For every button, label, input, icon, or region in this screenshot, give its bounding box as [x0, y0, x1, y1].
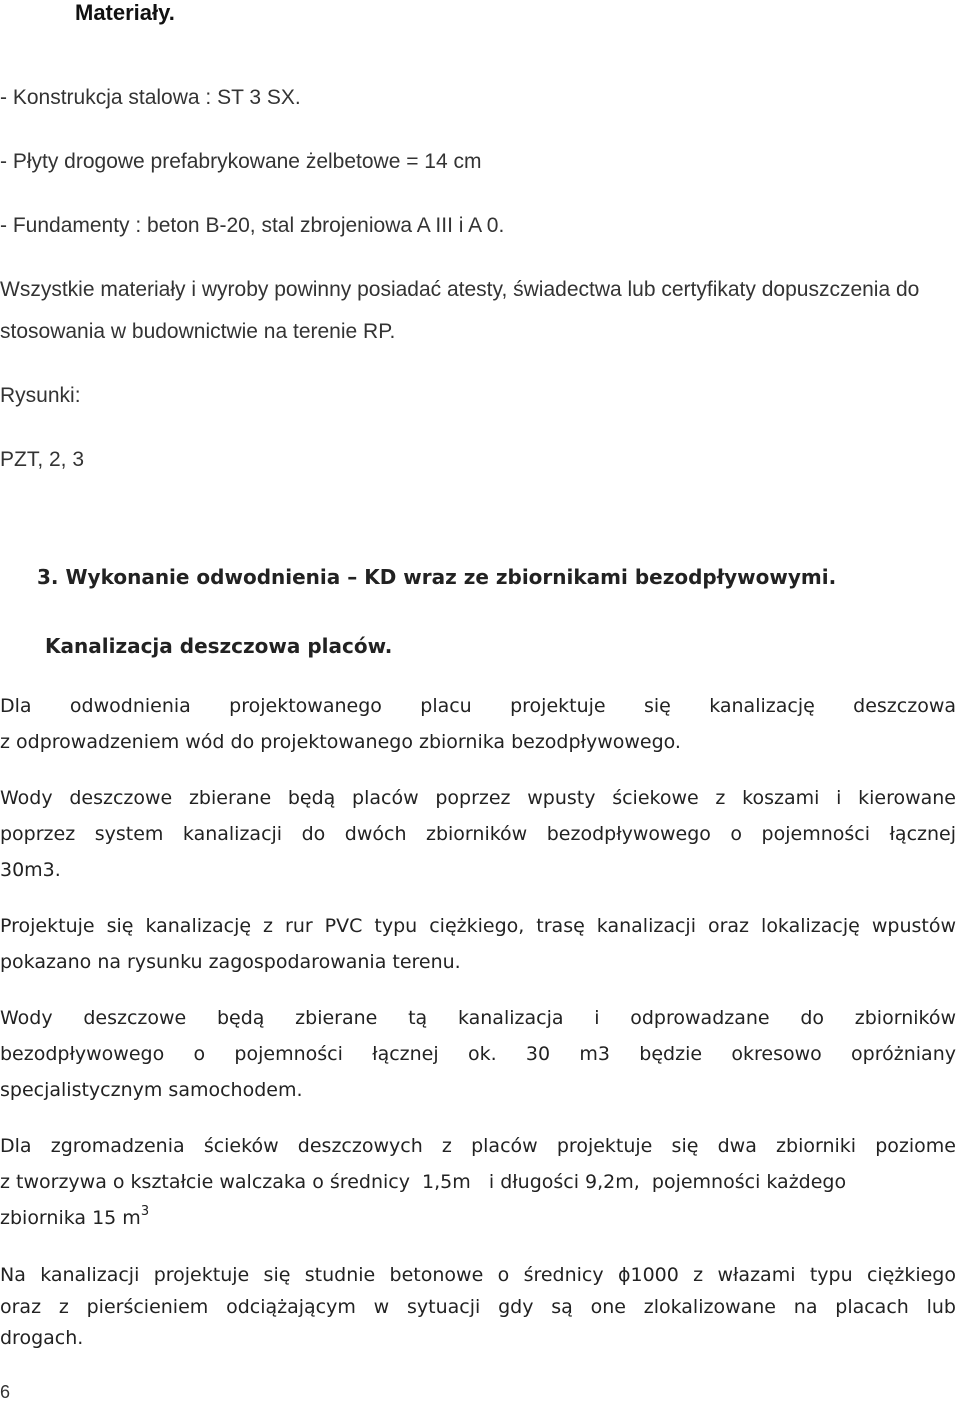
materials-heading: Materiały. [75, 0, 175, 25]
paragraph-1-line1: Dla odwodnienia projektowanego placu projektuje się kanalizację deszczowa [0, 695, 956, 717]
materials-item-plates: - Płyty drogowe prefabrykowane żelbetowe = 14 cm [0, 150, 482, 173]
paragraph-4-line2: bezodpływowego o pojemności łącznej ok. 30 m3 będzie okresowo opróżniany [0, 1043, 956, 1065]
paragraph-3-line1: Projektuje się kanalizację z rur PVC typu ciężkiego, trasę kanalizacji oraz lokalizację wpustów [0, 915, 956, 937]
materials-item-steel: - Konstrukcja stalowa : ST 3 SX. [0, 86, 301, 109]
certification-text-line2: stosowania w budownictwie na terenie RP. [0, 320, 396, 343]
paragraph-2-line2: poprzez system kanalizacji do dwóch zbiorników bezodpływowego o pojemności łącznej [0, 823, 956, 845]
paragraph-4-line3: specjalistycznym samochodem. [0, 1079, 303, 1101]
materials-item-foundations: - Fundamenty : beton B-20, stal zbrojeniowa A III i A 0. [0, 214, 505, 237]
paragraph-5-line1: Dla zgromadzenia ścieków deszczowych z placów projektuje się dwa zbiorniki poziome [0, 1135, 956, 1157]
paragraph-6-line3: drogach. [0, 1327, 84, 1349]
paragraph-2-line3: 30m3. [0, 859, 61, 881]
drawings-label: Rysunki: [0, 384, 81, 407]
section-heading: 3. Wykonanie odwodnienia – KD wraz ze zbiornikami bezodpływowymi. [37, 565, 837, 589]
cubic-superscript: 3 [140, 1204, 150, 1219]
paragraph-5-line3 [0, 1204, 150, 1229]
paragraph-2-line1: Wody deszczowe zbierane będą placów poprzez wpusty ściekowe z koszami i kierowane [0, 787, 956, 809]
page-number: 6 [0, 1382, 11, 1402]
certification-text-line1: Wszystkie materiały i wyroby powinny posiadać atesty, świadectwa lub certyfikaty dopuszczenia do [0, 278, 920, 301]
paragraph-6-line1: Na kanalizacji projektuje się studnie betonowe o średnicy ϕ1000 z włazami typu ciężkiego [0, 1264, 956, 1286]
paragraph-3-line2: pokazano na rysunku zagospodarowania terenu. [0, 951, 461, 973]
paragraph-4-line1: Wody deszczowe będą zbierane tą kanalizacja i odprowadzane do zbiorników [0, 1007, 956, 1029]
paragraph-5-line3-text: zbiornika 15 m [0, 1207, 141, 1229]
drawings-refs: PZT, 2, 3 [0, 448, 85, 471]
paragraph-5-line2: z tworzywa o kształcie walczaka o średnicy 1,5m i długości 9,2m, pojemności każdego [0, 1171, 847, 1193]
paragraph-6-line2: oraz z pierścieniem odciążającym w sytuacji gdy są one zlokalizowane na placach lub [0, 1296, 956, 1318]
section-subheading: Kanalizacja deszczowa placów. [45, 634, 393, 658]
paragraph-1-line2: z odprowadzeniem wód do projektowanego zbiornika bezodpływowego. [0, 731, 681, 753]
